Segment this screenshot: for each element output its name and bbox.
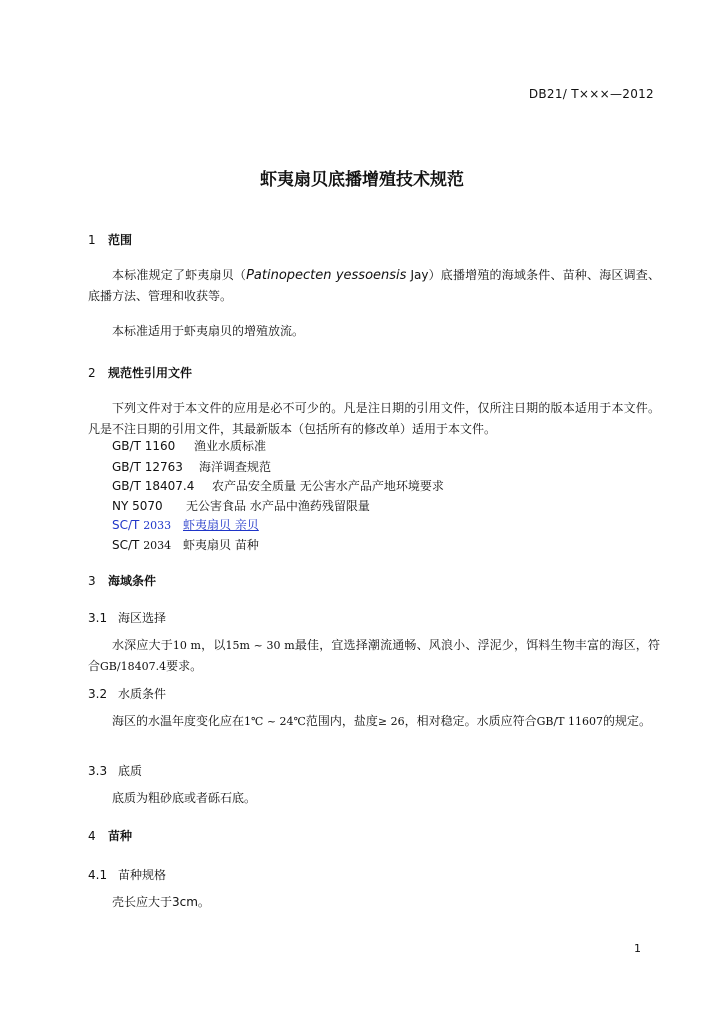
subsection-number: 3.2 <box>88 687 108 701</box>
subsection-3-3-paragraph: 底质为粗砂底或者砾石底。 <box>112 791 257 805</box>
section-2-paragraph-1: 下列文件对于本文件的应用是必不可少的。凡是注日期的引用文件，仅所注日期的版本适用于本文件。凡是不注日期的引用文件，其最新版本（包括所有的修改单）适用于本文件。 <box>88 401 660 436</box>
section-number: 3 <box>88 574 96 588</box>
reference-title: 虾夷扇贝 亲贝 <box>183 518 259 532</box>
reference-code: GB/T 18407.4 <box>112 479 195 493</box>
section-number: 4 <box>88 829 96 843</box>
subsection-3-1-heading <box>88 609 166 626</box>
reference-code: GB/T 1160 <box>112 439 176 453</box>
species-name: Patinopecten yessoensis <box>246 268 407 283</box>
section-title: 规范性引用文件 <box>108 366 193 380</box>
reference-code: SC/T 2033 <box>112 518 172 532</box>
subsection-4-1-heading <box>88 866 166 883</box>
subsection-4-1-paragraph: 壳长应大于3cm。 <box>112 895 210 909</box>
reference-item <box>112 458 271 475</box>
section-1-paragraph-1: 本标准规定了虾夷扇贝（Patinopecten yessoensis Jay）底播增殖的海域条件、苗种、海区调查、底播方法、管理和收获等。 <box>88 268 660 303</box>
reference-title: 无公害食品 水产品中渔药残留限量 <box>186 499 370 513</box>
section-3-heading <box>88 572 156 589</box>
reference-code: SC/T 2034 <box>112 538 172 552</box>
section-number: 2 <box>88 366 96 380</box>
reference-code: NY 5070 <box>112 499 163 513</box>
reference-title: 渔业水质标准 <box>194 439 267 453</box>
reference-item <box>112 497 370 514</box>
section-1-heading <box>88 231 132 248</box>
subsection-title: 苗种规格 <box>118 868 167 882</box>
subsection-3-3-heading <box>88 762 142 779</box>
subsection-3-2-paragraph: 海区的水温年度变化应在1℃ ~ 24℃范围内，盐度≥ 26，相对稳定。水质应符合GB/T 11607的规定。 <box>112 714 652 728</box>
reference-link-sc-t-2033[interactable] <box>112 516 259 533</box>
subsection-title: 底质 <box>118 764 143 778</box>
subsection-title: 水质条件 <box>118 687 167 701</box>
section-1-paragraph-2: 本标准适用于虾夷扇贝的增殖放流。 <box>112 324 305 338</box>
reference-item <box>112 437 266 454</box>
document-title: 虾夷扇贝底播增殖技术规范 <box>260 170 464 190</box>
subsection-number: 4.1 <box>88 868 108 882</box>
subsection-3-2-heading <box>88 685 166 702</box>
section-title: 范围 <box>108 233 133 247</box>
reference-item <box>112 536 259 553</box>
reference-title: 农产品安全质量 无公害水产品产地环境要求 <box>212 479 444 493</box>
subsection-3-1-paragraph: 水深应大于10 m，以15m ~ 30 m最佳，宜选择潮流通畅、风浪小、浮泥少，饵料生物丰富的海区，符合GB/18407.4要求。 <box>88 638 660 673</box>
section-title: 海域条件 <box>108 574 157 588</box>
section-title: 苗种 <box>108 829 133 843</box>
standard-code: DB21/ T×××—2012 <box>528 87 654 101</box>
reference-title: 海洋调查规范 <box>199 460 272 474</box>
reference-title: 虾夷扇贝 苗种 <box>183 538 259 552</box>
section-4-heading <box>88 827 132 844</box>
subsection-number: 3.1 <box>88 611 108 625</box>
page-number: 1 <box>634 942 641 955</box>
subsection-title: 海区选择 <box>118 611 167 625</box>
reference-code: GB/T 12763 <box>112 460 183 474</box>
section-2-heading <box>88 364 192 381</box>
subsection-number: 3.3 <box>88 764 108 778</box>
section-number: 1 <box>88 233 96 247</box>
reference-item <box>112 477 444 494</box>
